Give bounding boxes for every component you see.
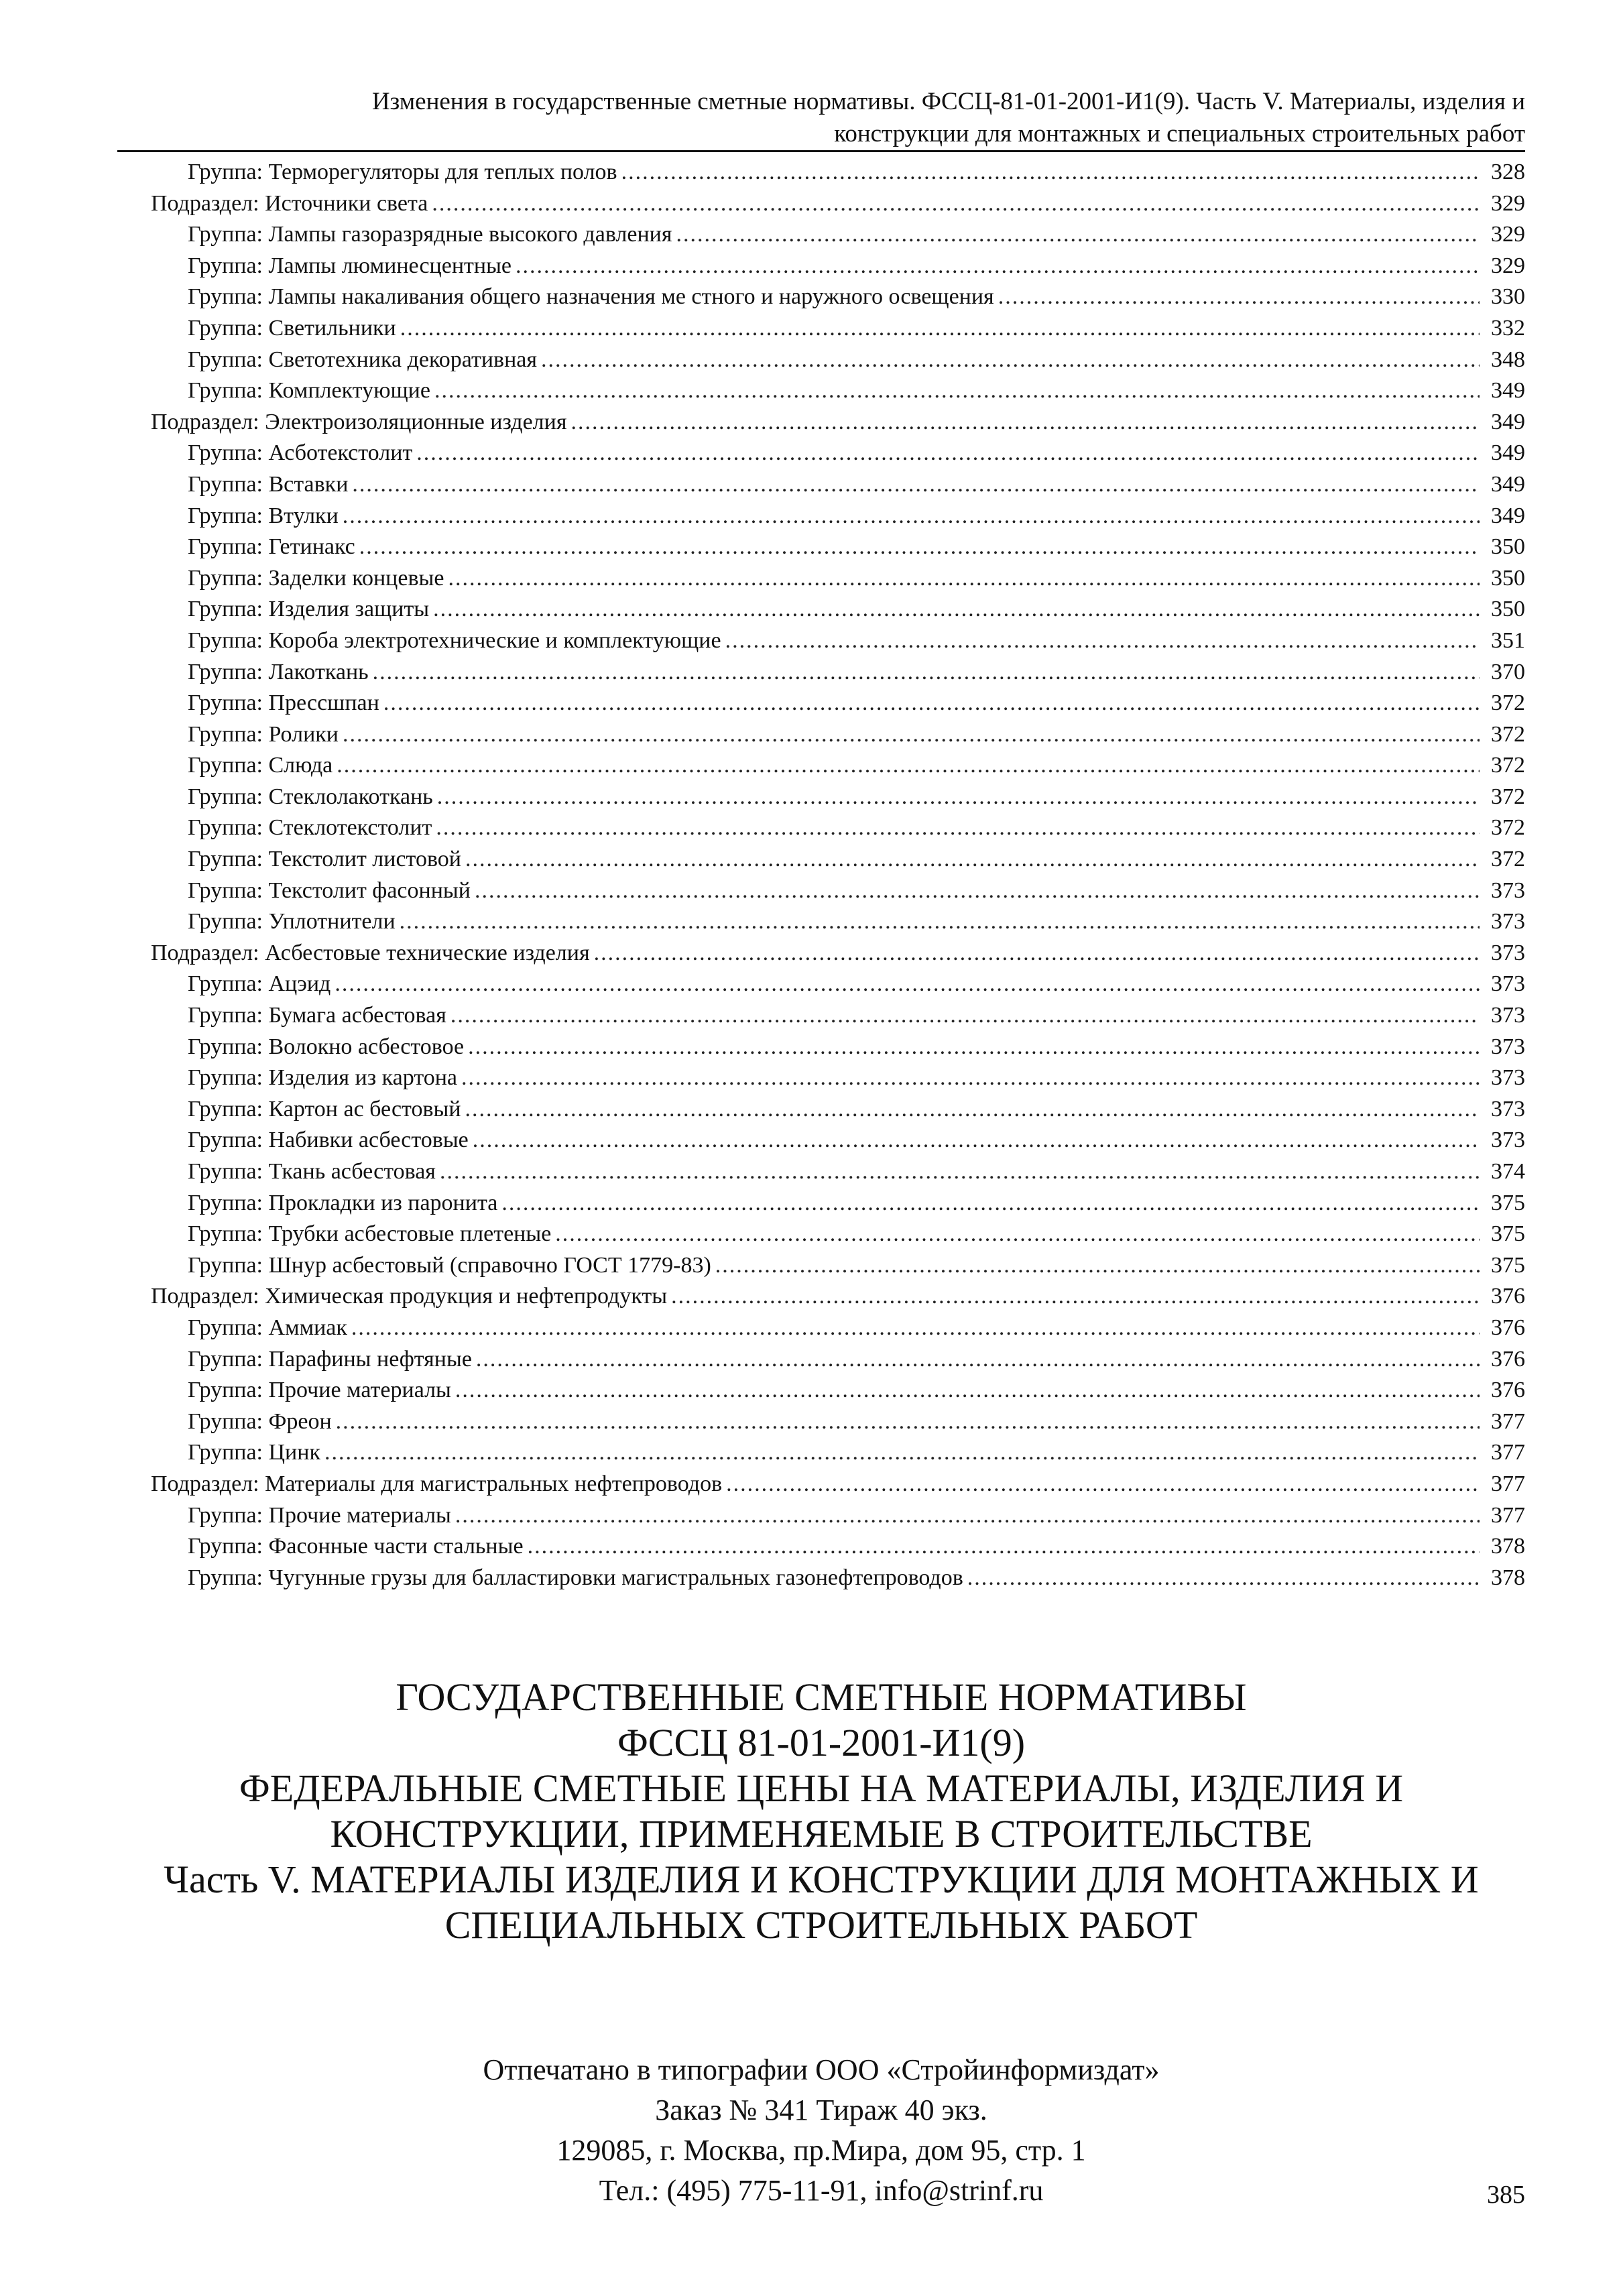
dot-leader: [416, 438, 1480, 469]
toc-entry-label: Подраздел: Источники света: [151, 190, 428, 216]
toc-entry-page: 372: [1491, 847, 1525, 872]
toc-entry-subsection: [151, 407, 1525, 438]
toc-entry-label: Группа: Лампы люминесцентные: [188, 253, 512, 278]
dot-leader: [359, 532, 1480, 563]
toc-entry-page: 375: [1491, 1221, 1525, 1247]
toc-entry-label: Группа: Трубки асбестовые плетеные: [188, 1221, 552, 1247]
toc-entry-group: [151, 375, 1525, 407]
dot-leader: [440, 1156, 1480, 1188]
toc-entry-label: Группа: Лампы газоразрядные высокого давления: [188, 222, 672, 247]
dot-leader: [725, 625, 1480, 657]
dot-leader: [501, 1188, 1480, 1219]
toc-entry-label: Подраздел: Электроизоляционные изделия: [151, 409, 567, 434]
dot-leader: [351, 1313, 1480, 1344]
dot-leader: [726, 1469, 1480, 1500]
toc-entry-page: 350: [1491, 597, 1525, 622]
toc-entry-group: [151, 1406, 1525, 1438]
running-header: [117, 86, 1525, 150]
toc-entry-label: Группа: Вставки: [188, 471, 349, 497]
toc-entry-page: 350: [1491, 565, 1525, 591]
toc-entry-group: [151, 1094, 1525, 1126]
toc-entry-page: 328: [1491, 160, 1525, 184]
toc-entry-group: [151, 812, 1525, 844]
dot-leader: [432, 188, 1480, 220]
toc-entry-label: Группа: Шнур асбестовый (справочно ГОСТ 1779-83): [188, 1252, 711, 1278]
toc-entry-page: 372: [1491, 815, 1525, 841]
toc-entry-label: Группа: Ацэид: [188, 971, 331, 997]
toc-entry-page: 372: [1491, 753, 1525, 778]
title-line-6: СПЕЦИАЛЬНЫХ СТРОИТЕЛЬНЫХ РАБОТ: [444, 1903, 1198, 1947]
toc-entry-subsection: [151, 188, 1525, 220]
toc-entry-label: Группа: Гетинакс: [188, 534, 355, 560]
toc-entry-label: Группа: Картон ас бестовый: [188, 1096, 461, 1122]
toc-entry-page: 374: [1491, 1159, 1525, 1184]
toc-entry-label: Группа: Светотехника декоративная: [188, 347, 537, 372]
toc-entry-group: [151, 1063, 1525, 1094]
toc-entry-page: 372: [1491, 721, 1525, 747]
toc-entry-label: Группа: Светильники: [188, 315, 396, 341]
dot-leader: [468, 1032, 1480, 1063]
toc-entry-group: [151, 719, 1525, 751]
toc-entry-group: [151, 1375, 1525, 1406]
toc-entry-label: Группа: Асботекстолит: [188, 440, 413, 466]
toc-entry-group: [151, 750, 1525, 782]
toc-entry-page: 350: [1491, 534, 1525, 560]
toc-entry-group: [151, 1000, 1525, 1032]
toc-entry-group: [151, 251, 1525, 282]
toc-entry-page: 373: [1491, 971, 1525, 997]
imprint-line-2: Заказ № 341 Тираж 40 экз.: [655, 2094, 987, 2126]
toc-entry-page: 349: [1491, 440, 1525, 466]
toc-entry-page: 376: [1491, 1284, 1525, 1309]
dot-leader: [473, 1125, 1480, 1156]
toc-entry-label: Группа: Терморегуляторы для теплых полов: [188, 160, 617, 184]
toc-entry-group: [151, 1156, 1525, 1188]
dot-leader: [516, 251, 1480, 282]
dot-leader: [528, 1531, 1480, 1563]
table-of-contents: [151, 157, 1525, 1593]
toc-entry-label: Группа: Текстолит фасонный: [188, 878, 471, 903]
toc-entry-label: Группа: Прочие материалы: [188, 1378, 451, 1403]
toc-entry-label: Группа: Втулки: [188, 503, 339, 528]
toc-entry-label: Группа: Волокно асбестовое: [188, 1034, 465, 1059]
title-line-4: КОНСТРУКЦИИ, ПРИМЕНЯЕМЫЕ В СТРОИТЕЛЬСТВЕ: [330, 1812, 1313, 1856]
toc-entry-label: Группа: Прочие материалы: [188, 1502, 451, 1528]
toc-entry-label: Группа: Цинк: [188, 1440, 320, 1465]
toc-entry-page: 373: [1491, 940, 1525, 965]
toc-entry-group: [151, 501, 1525, 532]
dot-leader: [343, 501, 1480, 532]
toc-entry-label: Подраздел: Асбестовые технические изделия: [151, 940, 590, 965]
running-header-line-1: Изменения в государственные сметные нормативы. ФССЦ-81-01-2001-И1(9). Часть V. Материалы, изделия и: [371, 88, 1525, 115]
toc-entry-group: [151, 1125, 1525, 1156]
toc-entry-group: [151, 157, 1525, 188]
toc-entry-page: 376: [1491, 1378, 1525, 1403]
toc-entry-group: [151, 1531, 1525, 1563]
toc-entry-page: 348: [1491, 347, 1525, 372]
title-line-1: ГОСУДАРСТВЕННЫЕ СМЕТНЫЕ НОРМАТИВЫ: [396, 1675, 1247, 1719]
running-header-line-2: конструкции для монтажных и специальных строительных работ: [834, 120, 1525, 147]
toc-entry-group: [151, 625, 1525, 657]
toc-entry-page: 373: [1491, 909, 1525, 934]
toc-entry-group: [151, 1188, 1525, 1219]
toc-entry-page: 330: [1491, 284, 1525, 310]
toc-entry-label: Группа: Слюда: [188, 753, 333, 778]
toc-entry-subsection: [151, 1281, 1525, 1313]
dot-leader: [336, 1406, 1480, 1438]
dot-leader: [343, 719, 1480, 751]
toc-entry-page: 377: [1491, 1502, 1525, 1528]
dot-leader: [324, 1437, 1480, 1469]
toc-entry-label: Группа: Текстолит листовой: [188, 847, 461, 872]
toc-entry-page: 373: [1491, 1128, 1525, 1153]
toc-entry-group: [151, 438, 1525, 469]
toc-entry-group: [151, 219, 1525, 251]
dot-leader: [337, 750, 1480, 782]
toc-entry-page: 370: [1491, 659, 1525, 684]
dot-leader: [476, 1344, 1480, 1376]
toc-entry-label: Группа: Бумага асбестовая: [188, 1003, 446, 1028]
toc-entry-page: 329: [1491, 190, 1525, 216]
title-line-5: Часть V. МАТЕРИАЛЫ ИЗДЕЛИЯ И КОНСТРУКЦИИ ДЛЯ МОНТАЖНЫХ И: [164, 1858, 1479, 1901]
toc-entry-label: Группа: Прессшпан: [188, 690, 379, 716]
dot-leader: [475, 875, 1480, 907]
toc-entry-page: 349: [1491, 409, 1525, 434]
toc-entry-label: Группа: Ролики: [188, 721, 339, 747]
toc-entry-label: Группа: Набивки асбестовые: [188, 1128, 469, 1153]
toc-entry-page: 373: [1491, 1096, 1525, 1122]
toc-entry-group: [151, 1032, 1525, 1063]
toc-entry-page: 329: [1491, 253, 1525, 278]
toc-entry-label: Группа: Парафины нефтяные: [188, 1346, 472, 1372]
header-rule: [117, 150, 1525, 152]
toc-entry-page: 372: [1491, 784, 1525, 809]
toc-entry-group: [151, 782, 1525, 813]
toc-entry-group: [151, 969, 1525, 1000]
dot-leader: [448, 563, 1480, 595]
toc-entry-group: [151, 1344, 1525, 1376]
printing-imprint: [117, 2050, 1525, 2211]
toc-entry-group: [151, 313, 1525, 345]
dot-leader: [455, 1500, 1480, 1532]
dot-leader: [541, 345, 1480, 376]
dot-leader: [555, 1219, 1480, 1250]
toc-entry-group: [151, 844, 1525, 875]
toc-entry-group: [151, 1500, 1525, 1532]
toc-entry-label: Подраздел: Материалы для магистральных нефтепроводов: [151, 1471, 723, 1496]
toc-entry-label: Группа: Ткань асбестовая: [188, 1159, 436, 1184]
dot-leader: [373, 657, 1480, 688]
toc-entry-page: 373: [1491, 1034, 1525, 1059]
toc-entry-group: [151, 469, 1525, 501]
toc-entry-label: Группа: Уплотнители: [188, 909, 396, 934]
imprint-line-3: 129085, г. Москва, пр.Мира, дом 95, стр. 1: [556, 2134, 1086, 2167]
toc-entry-label: Группа: Прокладки из паронита: [188, 1190, 498, 1215]
dot-leader: [594, 938, 1480, 969]
toc-entry-label: Группа: Короба электротехнические и комплектующие: [188, 627, 721, 653]
toc-entry-page: 329: [1491, 222, 1525, 247]
toc-entry-group: [151, 906, 1525, 938]
dot-leader: [671, 1281, 1480, 1313]
document-title: [117, 1675, 1525, 1948]
toc-entry-label: Группа: Лампы накаливания общего назначения ме стного и наружного освещения: [188, 284, 994, 310]
dot-leader: [400, 906, 1480, 938]
dot-leader: [570, 407, 1480, 438]
toc-entry-group: [151, 345, 1525, 376]
toc-entry-page: 375: [1491, 1190, 1525, 1215]
toc-entry-page: 349: [1491, 471, 1525, 497]
toc-entry-label: Группа: Изделия из картона: [188, 1065, 458, 1091]
dot-leader: [450, 1000, 1480, 1032]
toc-entry-group: [151, 1437, 1525, 1469]
toc-entry-page: 377: [1491, 1471, 1525, 1496]
page-number: 385: [1487, 2181, 1525, 2209]
toc-entry-page: 375: [1491, 1252, 1525, 1278]
dot-leader: [335, 969, 1480, 1000]
toc-entry-group: [151, 594, 1525, 625]
dot-leader: [383, 688, 1480, 719]
imprint-line-1: Отпечатано в типографии ООО «Стройинформиздат»: [483, 2053, 1160, 2086]
dot-leader: [436, 812, 1480, 844]
toc-entry-page: 377: [1491, 1408, 1525, 1434]
toc-entry-group: [151, 532, 1525, 563]
toc-entry-label: Группа: Чугунные грузы для балластировки магистральных газонефтепроводов: [188, 1565, 963, 1590]
toc-entry-page: 376: [1491, 1315, 1525, 1340]
title-line-3: ФЕДЕРАЛЬНЫЕ СМЕТНЫЕ ЦЕНЫ НА МАТЕРИАЛЫ, ИЗДЕЛИЯ И: [239, 1766, 1404, 1810]
toc-entry-group: [151, 875, 1525, 907]
title-line-2: ФССЦ 81-01-2001-И1(9): [617, 1721, 1026, 1764]
toc-entry-group: [151, 1250, 1525, 1282]
dot-leader: [434, 375, 1480, 407]
toc-entry-group: [151, 688, 1525, 719]
toc-entry-group: [151, 1313, 1525, 1344]
toc-entry-page: 351: [1491, 627, 1525, 653]
dot-leader: [352, 469, 1480, 501]
dot-leader: [465, 844, 1480, 875]
dot-leader: [433, 594, 1480, 625]
toc-entry-label: Группа: Фреон: [188, 1408, 332, 1434]
toc-entry-label: Группа: Изделия защиты: [188, 597, 430, 622]
toc-entry-label: Группа: Стеклотекстолит: [188, 815, 432, 841]
toc-entry-page: 373: [1491, 1003, 1525, 1028]
toc-entry-label: Группа: Стеклолакоткань: [188, 784, 433, 809]
toc-entry-group: [151, 282, 1525, 313]
toc-entry-page: 349: [1491, 378, 1525, 404]
dot-leader: [715, 1250, 1480, 1282]
toc-entry-label: Группа: Аммиак: [188, 1315, 347, 1340]
toc-entry-group: [151, 657, 1525, 688]
toc-entry-label: Группа: Лакоткань: [188, 659, 369, 684]
dot-leader: [465, 1094, 1480, 1126]
toc-entry-group: [151, 563, 1525, 595]
toc-entry-page: 373: [1491, 1065, 1525, 1091]
toc-entry-page: 376: [1491, 1346, 1525, 1372]
dot-leader: [400, 313, 1480, 345]
dot-leader: [437, 782, 1480, 813]
toc-entry-subsection: [151, 938, 1525, 969]
imprint-line-4: Тел.: (495) 775-11-91, info@strinf.ru: [599, 2174, 1044, 2207]
toc-entry-page: 377: [1491, 1440, 1525, 1465]
dot-leader: [676, 219, 1480, 251]
toc-entry-group: [151, 1563, 1525, 1594]
toc-entry-label: Группа: Комплектующие: [188, 378, 430, 404]
toc-entry-page: 332: [1491, 315, 1525, 341]
toc-entry-page: 372: [1491, 690, 1525, 716]
toc-entry-page: 349: [1491, 503, 1525, 528]
dot-leader: [455, 1375, 1480, 1406]
toc-entry-page: 378: [1491, 1565, 1525, 1590]
toc-entry-label: Подраздел: Химическая продукция и нефтепродукты: [151, 1284, 668, 1309]
dot-leader: [967, 1563, 1480, 1594]
dot-leader: [461, 1063, 1480, 1094]
toc-entry-label: Группа: Фасонные части стальные: [188, 1534, 524, 1559]
toc-entry-subsection: [151, 1469, 1525, 1500]
dot-leader: [621, 157, 1480, 188]
toc-entry-page: 373: [1491, 878, 1525, 903]
toc-entry-group: [151, 1219, 1525, 1250]
toc-entry-label: Группа: Заделки концевые: [188, 565, 444, 591]
toc-entry-page: 378: [1491, 1534, 1525, 1559]
dot-leader: [998, 282, 1480, 313]
